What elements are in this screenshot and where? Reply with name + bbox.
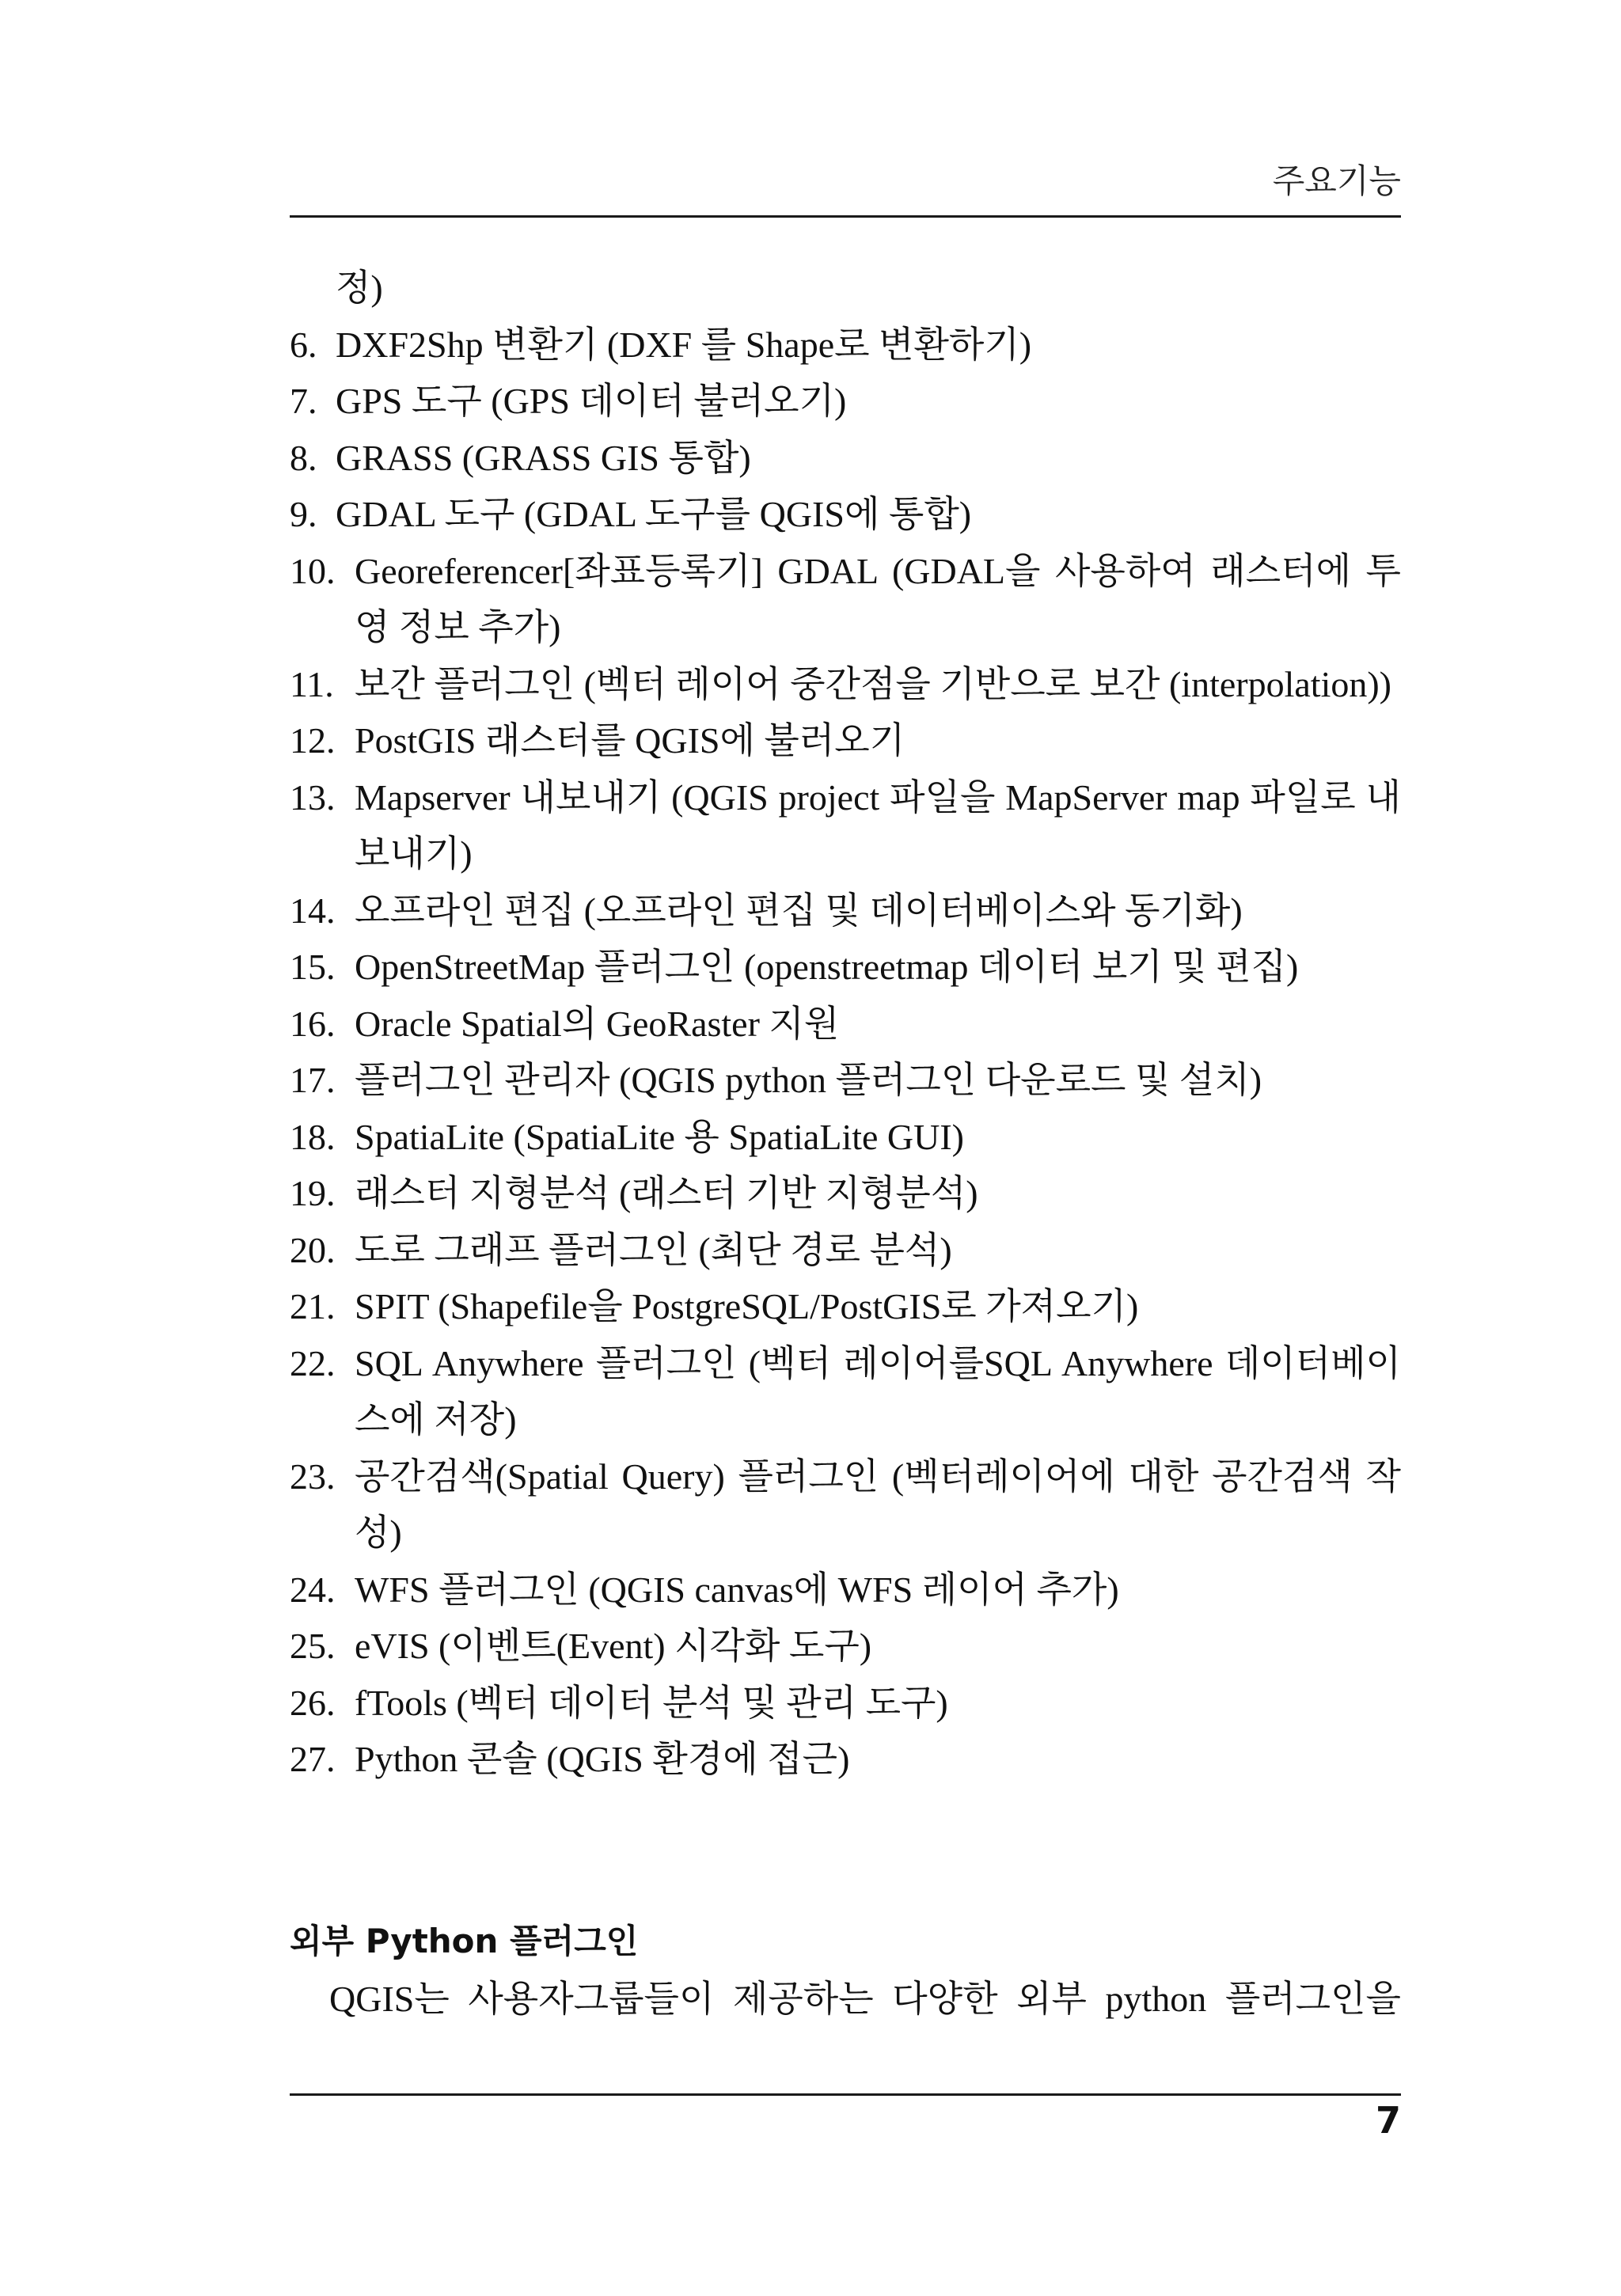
list-item-text: SPIT (Shapefile을 PostgreSQL/PostGIS로 가져오기) xyxy=(355,1286,1139,1326)
list-item-text: Python 콘솔 (QGIS 환경에 접근) xyxy=(355,1739,850,1779)
list-item-number: 10. xyxy=(290,550,336,591)
page-number: 7 xyxy=(1375,2099,1401,2142)
list-item-number: 15. xyxy=(290,947,336,987)
list-item-text: Georeferencer[좌표등록기] GDAL (GDAL을 사용하여 래스터에 투영 정보 추가) xyxy=(355,550,1401,647)
list-item xyxy=(290,769,1401,882)
list-item xyxy=(290,996,1401,1053)
list-item xyxy=(290,1165,1401,1222)
list-item-number: 13. xyxy=(290,776,336,818)
list-item-number: 9. xyxy=(290,494,317,534)
list-item xyxy=(290,1052,1401,1109)
running-header: 주요기능 xyxy=(1272,161,1401,200)
list-item xyxy=(290,939,1401,996)
list-item xyxy=(290,1562,1401,1619)
list-item-number: 27. xyxy=(290,1739,336,1779)
list-item-text: SpatiaLite (SpatiaLite 용 SpatiaLite GUI) xyxy=(355,1116,964,1157)
list-item-number: 14. xyxy=(290,890,336,931)
list-item-text: OpenStreetMap 플러그인 (openstreetmap 데이터 보기 및 편집) xyxy=(355,947,1299,987)
list-item-number: 25. xyxy=(290,1626,336,1666)
list-item-text: eVIS (이벤트(Event) 시각화 도구) xyxy=(355,1626,872,1666)
list-continuation xyxy=(290,260,1401,317)
list-item xyxy=(290,712,1401,769)
list-item-text: 정) xyxy=(336,268,383,308)
list-item-text: 공간검색(Spatial Query) 플러그인 (벡터레이어에 대한 공간검색 작성) xyxy=(355,1455,1401,1553)
list-item xyxy=(290,430,1401,487)
list-item xyxy=(290,656,1401,713)
list-item-text: GPS 도구 (GPS 데이터 불러오기) xyxy=(336,381,847,421)
list-item-number: 16. xyxy=(290,1003,336,1044)
section-heading: 외부 Python 플러그인 xyxy=(290,1922,639,1960)
list-item-text: fTools (벡터 데이터 분석 및 관리 도구) xyxy=(355,1682,948,1723)
list-item xyxy=(290,486,1401,543)
list-item xyxy=(290,1109,1401,1166)
list-item xyxy=(290,1448,1401,1562)
list-item-text: 플러그인 관리자 (QGIS python 플러그인 다운로드 및 설치) xyxy=(355,1060,1262,1100)
list-item-number: 21. xyxy=(290,1286,336,1326)
list-item xyxy=(290,543,1401,656)
list-item-text: GDAL 도구 (GDAL 도구를 QGIS에 통합) xyxy=(336,494,972,534)
list-item xyxy=(290,1278,1401,1335)
list-item-text: 래스터 지형분석 (래스터 기반 지형분석) xyxy=(355,1173,978,1213)
list-item-number: 23. xyxy=(290,1455,336,1497)
list-item xyxy=(290,882,1401,939)
list-item xyxy=(290,1618,1401,1675)
list-item-number: 24. xyxy=(290,1569,336,1610)
header-rule xyxy=(290,215,1401,218)
list-item-text: DXF2Shp 변환기 (DXF 를 Shape로 변환하기) xyxy=(336,324,1032,365)
list-item-number: 7. xyxy=(290,381,317,421)
list-item xyxy=(290,373,1401,430)
list-item xyxy=(290,1222,1401,1279)
list-item-number: 20. xyxy=(290,1229,336,1270)
list-item-text: Mapserver 내보내기 (QGIS project 파일을 MapServer map 파일로 내보내기) xyxy=(355,776,1401,874)
list-item-number: 12. xyxy=(290,720,336,761)
list-item-number: 18. xyxy=(290,1116,336,1157)
list-item-number: 19. xyxy=(290,1173,336,1213)
list-item-text: 오프라인 편집 (오프라인 편집 및 데이터베이스와 동기화) xyxy=(355,890,1243,931)
list-item-text: Oracle Spatial의 GeoRaster 지원 xyxy=(355,1003,840,1044)
list-item-text: PostGIS 래스터를 QGIS에 불러오기 xyxy=(355,720,905,761)
list-item xyxy=(290,1335,1401,1448)
list-item-text: 보간 플러그인 (벡터 레이어 중간점을 기반으로 보간 (interpolation)) xyxy=(355,663,1391,704)
list-item-number: 26. xyxy=(290,1682,336,1723)
list-item xyxy=(290,1675,1401,1732)
list-item-number: 22. xyxy=(290,1342,336,1383)
list-item-text: 도로 그래프 플러그인 (최단 경로 분석) xyxy=(355,1229,952,1270)
list-item xyxy=(290,1731,1401,1788)
list-item-text: WFS 플러그인 (QGIS canvas에 WFS 레이어 추가) xyxy=(355,1569,1119,1610)
list-item-number: 8. xyxy=(290,437,317,478)
footer-rule xyxy=(290,2093,1401,2096)
list-item-number: 6. xyxy=(290,324,317,365)
list-item-number: 17. xyxy=(290,1060,336,1100)
list-item-text: SQL Anywhere 플러그인 (벡터 레이어를SQL Anywhere 데이터베이스에 저장) xyxy=(355,1342,1401,1440)
list-item-text: GRASS (GRASS GIS 통합) xyxy=(336,437,751,478)
list-item xyxy=(290,317,1401,374)
plugin-list xyxy=(290,260,1401,1788)
section-body-text: QGIS는 사용자그룹들이 제공하는 다양한 외부 python 플러그인을 xyxy=(329,1979,1401,2019)
list-item-number: 11. xyxy=(290,663,334,704)
